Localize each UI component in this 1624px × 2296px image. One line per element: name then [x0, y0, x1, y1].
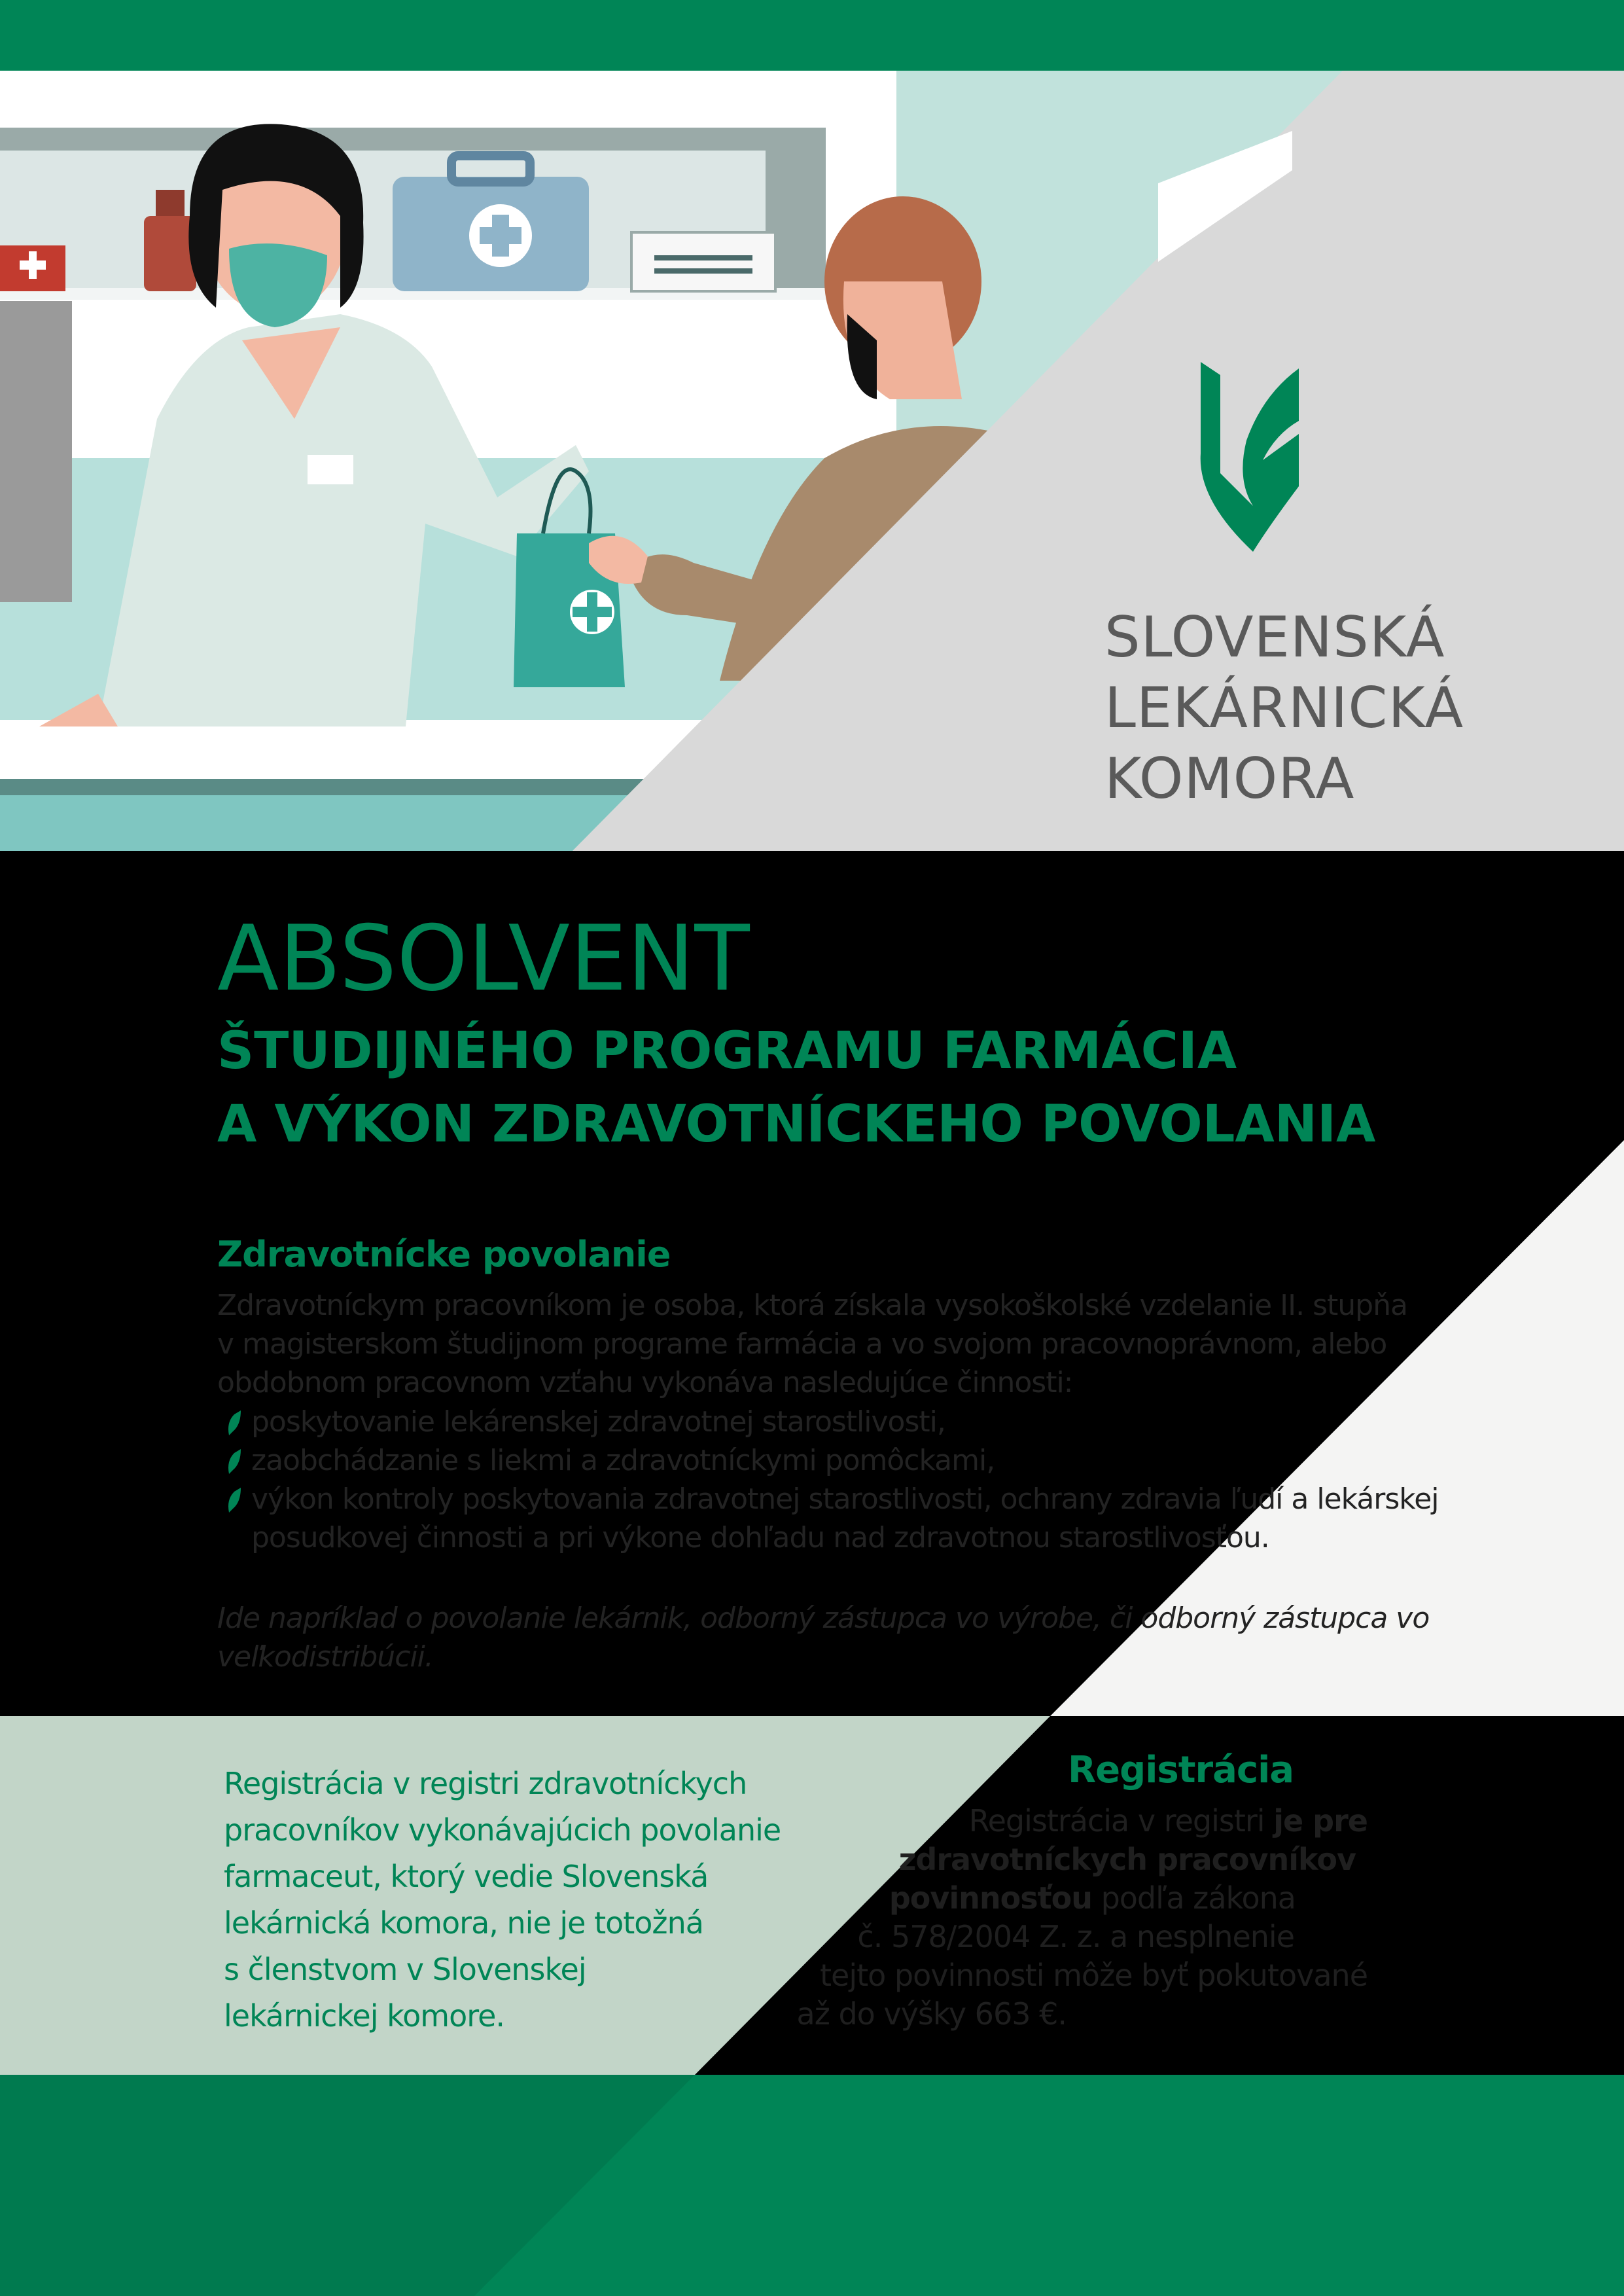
note-line-1: Ide napríklad o povolanie lekárnik, odborný zástupca vo výrobe, či odborný zástupca vo	[217, 1602, 1430, 1635]
reg-left-line: farmaceut, ktorý vedie Slovenská	[224, 1859, 709, 1894]
reg-right-line-5: tejto povinnosti môže byť pokutované	[820, 1958, 1368, 1993]
subtitle-line-2: A VÝKON ZDRAVOTNÍCKEHO POVOLANIA	[217, 1095, 1376, 1154]
reg-left-line: Registrácia v registri zdravotníckych	[224, 1766, 747, 1801]
list-item: poskytovanie lekárenskej zdravotnej starostlivosti,	[217, 1403, 1460, 1441]
logo-line-1: SLOVENSKÁ	[1104, 605, 1445, 670]
reg-right-line-1: Registrácia v registri je pre	[968, 1803, 1368, 1839]
reg-left-line: lekárnickej komore.	[224, 1998, 505, 2034]
list-item: zaobchádzanie s liekmi a zdravotníckymi pomôckami,	[217, 1441, 1460, 1480]
section-heading: Zdravotnícke povolanie	[217, 1234, 671, 1275]
activity-list	[217, 1403, 1460, 1557]
logo-wordmark	[1104, 602, 1464, 814]
leaf-bullet-icon	[226, 1410, 241, 1435]
section-intro	[217, 1286, 1428, 1402]
pharmacy-chamber-logo-icon	[1197, 362, 1302, 553]
example-note	[217, 1599, 1430, 1676]
leaf-bullet-icon	[226, 1488, 241, 1513]
reg-right-line-3: povinnosťou podľa zákona	[889, 1880, 1296, 1916]
intro-line-3: obdobnom pracovnom vzťahu vykonáva nasledujúce činnosti:	[217, 1366, 1073, 1399]
leaf-bullet-icon	[226, 1449, 241, 1474]
list-item: výkon kontroly poskytovania zdravotnej starostlivosti, ochrany zdravia ľudí a lekárskej	[217, 1480, 1460, 1518]
reg-right-line-4: č. 578/2004 Z. z. a nesplnenie	[857, 1919, 1294, 1954]
logo-line-2: LEKÁRNICKÁ	[1104, 675, 1464, 741]
reg-right-line-2: zdravotníckych pracovníkov	[898, 1842, 1356, 1877]
page-subtitle	[217, 1014, 1375, 1161]
reg-right-line-6: až do výšky 663 €.	[796, 1996, 1067, 2032]
page-title: ABSOLVENT	[217, 906, 750, 1011]
reg-left-line: pracovníkov vykonávajúcich povolanie	[224, 1812, 781, 1848]
reg-left-line: s členstvom v Slovenskej	[224, 1952, 586, 1987]
note-line-2: veľkodistribúcii.	[217, 1640, 433, 1674]
list-item-continuation: posudkovej činnosti a pri výkone dohľadu nad zdravotnou starostlivosťou.	[251, 1521, 1269, 1554]
reg-left-line: lekárnická komora, nie je totožná	[224, 1905, 703, 1941]
top-band	[0, 0, 1624, 71]
registration-heading: Registrácia	[1068, 1749, 1294, 1791]
intro-line-2: v magisterskom študijnom programe farmácia a vo svojom pracovnoprávnom, alebo	[217, 1327, 1387, 1361]
registration-obligation	[713, 1802, 1368, 2034]
intro-line-1: Zdravotníckym pracovníkom je osoba, ktorá získala vysokoškolské vzdelanie II. stupňa	[217, 1289, 1407, 1322]
subtitle-line-1: ŠTUDIJNÉHO PROGRAMU FARMÁCIA	[217, 1022, 1237, 1081]
logo-line-3: KOMORA	[1104, 746, 1355, 812]
